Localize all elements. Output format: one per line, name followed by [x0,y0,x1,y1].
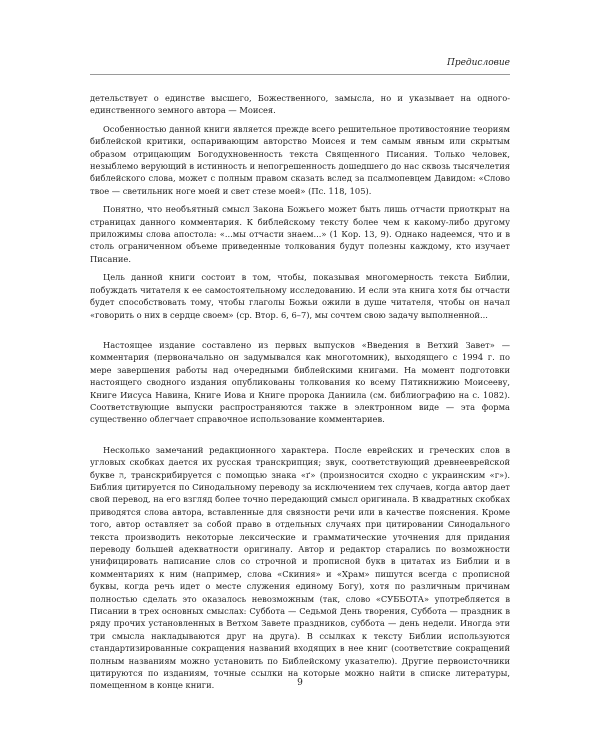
paragraph-editorial-notes: Несколько замечаний редакционного характера. После еврейских и греческих слов в угловых скобках дается их русская транскрипция; звук, соответствующий древнееврейской букве ה, транскрибируется с помощью знака «ґ» (произносится сходно с украинским «г»). Библия цитируется по Синодальному переводу за исключением тех случаев, когда автор дает свой перевод, на его взгляд более точно передающий смысл оригинала. В квадратных скобках приводятся слова автора, вставленные для связности речи или в качестве пояснения. Кроме того, автор оставляет за собой право в отдельных случаях при цитировании Синодального текста производить некоторые лексические и грамматические уточнения для придания переводу большей адекватности оригиналу. Автор и редактор старались по возможности унифицировать написание слов со строчной и прописной букв в цитатах из Библии и в комментариях к ним (например, слова «Скиния» и «Храм» пишутся всегда с прописной буквы, когда речь идет о месте служения единому Богу), хотя по различным причинам полностью сделать это оказалось невозможным (так, слово «СУББОТА» употребляется в Писании в трех основных смыслах: Суббота — Седьмой День творения, Суббота — праздник в ряду прочих установленных в Ветхом Завете праздников, суббота — день недели. Иногда эти три смысла накладываются друг на друга). В ссылках к тексту Библии используются стандартизированные сокращения названий входящих в нее книг (соответствие сокращений полным названиям можно установить по Библейскому указателю). Другие первоисточники цитируются по изданиям, точные ссылки на которые можно найти в списке литературы, помещенном в конце книги. [90,444,510,691]
paragraph-book-feature: Особенностью данной книги является прежде всего решительное противостояние теориям библейской критики, оспаривающим авторство Моисея и тем самым явным или скрытым образом отрицающим Богодухновенность текста Священного Писания. Только человек, незыблемо верующий в истинность и непогрешенность дошедшего до нас сквозь тысячелетия библейского слова, может с полным правом сказать вслед за псалмопевцем Давидом: «Слово твое — светильник ноге моей и свет стезе моей» (Пс. 118, 105). [90,123,510,196]
page-body [90,92,510,692]
page-number: 9 [297,678,303,688]
paragraph-continuation: детельствует о единстве высшего, Божественного, замысла, но и указывает на одного-единственного земного автора — Моисея. [90,93,510,116]
paragraph-law-meaning: Понятно, что необъятный смысл Закона Божьего может быть лишь отчасти приоткрыт на страницах данного комментария. К библейскому тексту более чем к какому-либо другому приложимы слова апостола: «...мы отчасти знаем...» (1 Кор. 13, 9). Однако надеемся, что и в столь ограниченном объеме приведенные толкования будут полезны каждому, кто изучает Писание. [90,204,510,264]
running-head: Предисловие [90,58,510,75]
paragraph-book-goal: Цель данной книги состоит в том, чтобы, показывая многомерность текста Библии, побуждать читателя к ее самостоятельному исследованию. И если эта книга хотя бы отчасти будет способствовать тому, чтобы глаголы Божьи ожили в душе читателя, чтобы он начал «говорить о них в сердце своем» (ср. Втор. 6, 6–7), мы сочтем свою задачу выполненной... [90,272,510,320]
paragraph-edition-info: Настоящее издание составлено из первых выпусков «Введения в Ветхий Завет» — комментария (первоначально он задумывался как многотомник), выходящего с 1994 г. по мере завершения работы над очередными библейскими книгами. На момент подготовки настоящего сводного издания опубликованы толкования ко всему Пятикнижию Моисееву, Книге Иисуса Навина, Книге Иова и Книге пророка Даниила (см. библиографию на с. 1082). Соответствующие выпуски распространяются также в электронном виде — эта форма существенно облегчает справочное использование комментариев. [90,339,510,425]
